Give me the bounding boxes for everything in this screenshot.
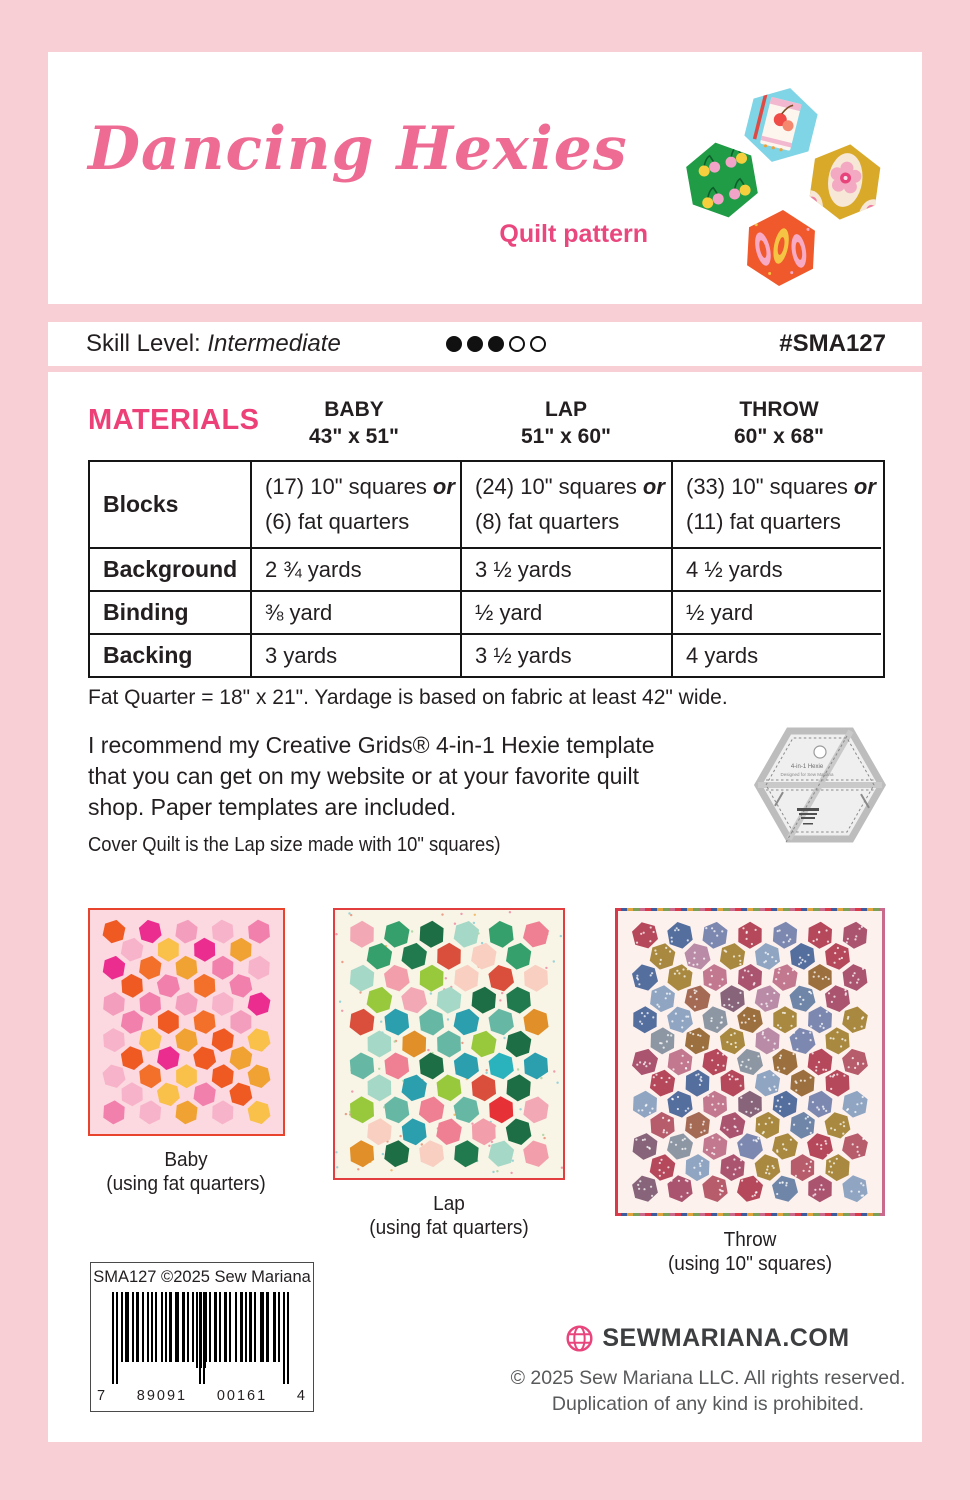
column-name: LAP (545, 398, 587, 421)
row-label-background: Background (90, 547, 250, 590)
quilt-size-detail: (using 10" squares) (667, 1253, 833, 1275)
fabric-hexie-waves (739, 206, 823, 290)
pattern-number: #SMA127 (779, 330, 886, 357)
quilt-hexies-graphic (90, 910, 283, 1134)
svg-text:4-in-1 Hexie: 4-in-1 Hexie (790, 764, 824, 770)
column-size: 60" x 68" (734, 425, 824, 448)
table-cell: (24) 10" squares or (8) fat quarters (460, 462, 671, 547)
globe-icon (566, 1325, 593, 1352)
footer (498, 1324, 918, 1417)
caption-throw (646, 1228, 855, 1276)
skill-dot (467, 336, 483, 352)
column-header-throw (669, 396, 889, 450)
skill-dot (509, 336, 525, 352)
skill-dot (488, 336, 504, 352)
table-cell: 4 yards (671, 633, 881, 676)
fat-quarter-note: Fat Quarter = 18" x 21". Yardage is based on fabric at least 42" wide. (88, 686, 728, 709)
recommendation-line: that you can get on my website or at your favorite quilt (88, 763, 640, 789)
pattern-title: Dancing Hexies (88, 114, 628, 184)
website-url: SEWMARIANA.COM (602, 1324, 850, 1352)
skill-level-value: Intermediate (207, 330, 341, 357)
column-size: 51" x 60" (521, 425, 611, 448)
skill-level-label: Skill Level: (86, 330, 208, 357)
barcode-title: SMA127 ©2025 Sew Mariana (93, 1268, 311, 1286)
column-header-baby (244, 396, 464, 450)
hexie-template-ruler-image (735, 720, 905, 860)
quilt-size-detail: (using fat quarters) (106, 1173, 266, 1195)
row-label-backing: Backing (90, 633, 250, 676)
recommendation-line: I recommend my Creative Grids® 4-in-1 Hexie template (88, 732, 655, 758)
main-card (48, 372, 922, 1442)
quilt-size-name: Baby (164, 1149, 208, 1171)
column-header-lap (456, 396, 676, 450)
quilt-hexies-graphic (618, 911, 882, 1213)
column-name: THROW (739, 398, 819, 421)
table-cell: 2 ¾ yards (250, 547, 460, 590)
column-name: BABY (324, 398, 384, 421)
column-size: 43" x 51" (309, 425, 399, 448)
table-cell: ½ yard (460, 590, 671, 633)
svg-text:Designed for Sew Mariana: Designed for Sew Mariana (780, 772, 834, 777)
table-cell: ½ yard (671, 590, 881, 633)
fabric-hexagon-cluster (648, 64, 948, 294)
quilt-size-detail: (using fat quarters) (369, 1217, 529, 1239)
copyright-line: Duplication of any kind is prohibited. (551, 1393, 865, 1415)
quilt-size-name: Lap (433, 1193, 465, 1215)
barcode-digits: 7 89091 00161 4 (97, 1388, 307, 1404)
materials-table (88, 460, 885, 678)
row-label-binding: Binding (90, 590, 250, 633)
barcode-bars (102, 1290, 302, 1390)
table-cell: 3 ½ yards (460, 547, 671, 590)
recommendation-paragraph (88, 730, 688, 823)
table-cell: 3 ½ yards (460, 633, 671, 676)
header-card (48, 52, 922, 304)
barcode-box (90, 1262, 314, 1412)
table-cell: (17) 10" squares or (6) fat quarters (250, 462, 460, 547)
table-cell: 4 ½ yards (671, 547, 881, 590)
pattern-subtitle: Quilt pattern (499, 220, 648, 248)
table-cell: (33) 10" squares or (11) fat quarters (671, 462, 881, 547)
quilt-preview-lap (333, 908, 565, 1180)
quilt-hexies-graphic (335, 910, 563, 1178)
quilt-size-name: Throw (723, 1229, 777, 1251)
skill-level-text (86, 330, 341, 358)
caption-lap (345, 1192, 554, 1240)
skill-dots (446, 336, 546, 352)
quilt-preview-throw (615, 908, 885, 1216)
copyright-text (498, 1365, 918, 1417)
quilt-preview-baby (88, 908, 285, 1136)
cover-quilt-note: Cover Quilt is the Lap size made with 10" squares) (88, 834, 501, 856)
website-row (498, 1324, 918, 1353)
copyright-line: © 2025 Sew Mariana LLC. All rights reserved. (510, 1367, 906, 1389)
recommendation-line: shop. Paper templates are included. (88, 794, 457, 820)
skill-dot (446, 336, 462, 352)
table-cell: ⅜ yard (250, 590, 460, 633)
materials-heading: MATERIALS (88, 404, 260, 436)
caption-baby (82, 1148, 291, 1196)
skill-dot (530, 336, 546, 352)
table-cell: 3 yards (250, 633, 460, 676)
skill-level-bar (48, 322, 922, 366)
row-label-blocks: Blocks (90, 462, 250, 547)
